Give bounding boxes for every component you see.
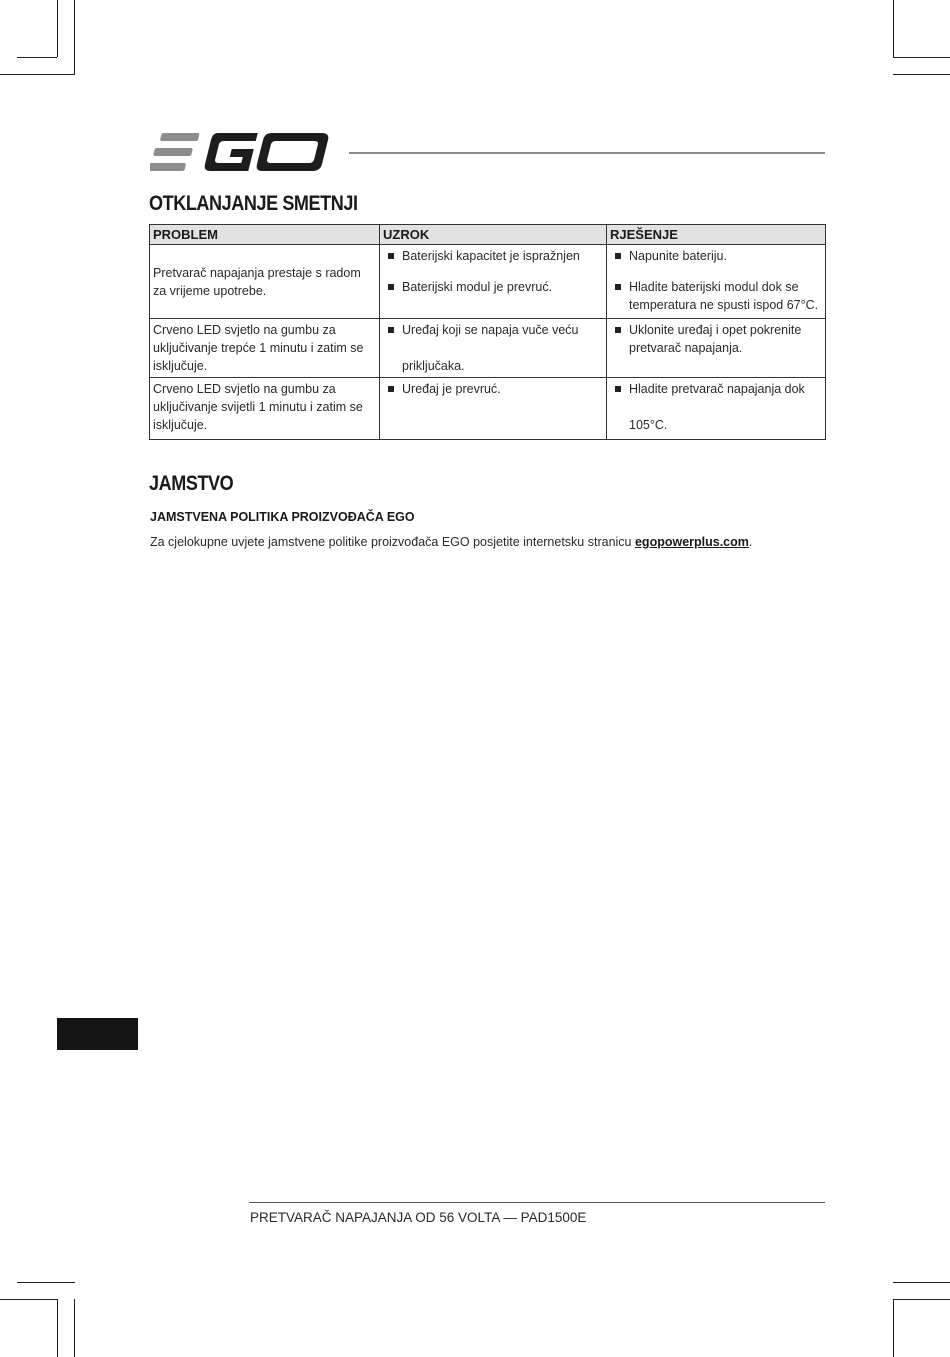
footer-title: PRETVARAČ NAPAJANJA OD 56 VOLTA — PAD1500E [250, 1210, 587, 1225]
warranty-subtitle: JAMSTVENA POLITIKA PROIZVOĐAČA EGO [150, 510, 415, 524]
table-row [150, 319, 826, 378]
crop-mark [0, 74, 75, 75]
crop-mark [893, 1299, 894, 1357]
solution-item: Napunite bateriju. [610, 247, 822, 265]
cause-item-continuation: priključaka. [402, 359, 465, 373]
table-row [150, 378, 826, 440]
solution-item-continuation: 105°C. [629, 418, 668, 432]
header-rule [349, 152, 825, 154]
crop-mark [17, 57, 57, 58]
warranty-link[interactable]: egopowerplus.com [634, 535, 749, 549]
problem-cell: Crveno LED svjetlo na gumbu za uključivanje trepće 1 minutu i zatim se isključuje. [150, 319, 380, 378]
cause-cell [380, 378, 607, 440]
crop-mark [893, 1282, 950, 1283]
crop-mark [893, 57, 950, 58]
crop-mark [17, 1282, 75, 1283]
solution-item: Hladite pretvarač napajanja dok [610, 380, 822, 398]
crop-mark [893, 0, 894, 57]
ego-logo [150, 132, 332, 172]
troubleshooting-title: OTKLANJANJE SMETNJI [149, 192, 358, 215]
column-header-solution: RJEŠENJE [607, 225, 826, 245]
table-row [150, 245, 826, 319]
solution-item: Uklonite uređaj i opet pokrenite pretvarač napajanja. [610, 321, 822, 357]
crop-mark [893, 1299, 950, 1300]
crop-mark [74, 0, 75, 75]
crop-mark [57, 0, 58, 57]
solution-cell [607, 245, 826, 319]
footer-rule [249, 1202, 825, 1203]
problem-cell: Crveno LED svjetlo na gumbu za uključivanje svijetli 1 minutu i zatim se isključuje. [150, 378, 380, 440]
column-header-problem: PROBLEM [150, 225, 380, 245]
cause-cell [380, 245, 607, 319]
solution-cell [607, 378, 826, 440]
column-header-cause: UZROK [380, 225, 607, 245]
solution-cell [607, 319, 826, 378]
cause-item: Baterijski modul je prevruć. [383, 278, 603, 296]
problem-cell: Pretvarač napajanja prestaje s radom za vrijeme upotrebe. [150, 245, 380, 319]
warranty-text: Za cjelokupne uvjete jamstvene politike proizvođača EGO posjetite internetsku stranicu [150, 535, 635, 549]
warranty-title: JAMSTVO [149, 472, 234, 495]
warranty-paragraph [150, 535, 752, 549]
crop-mark [74, 1299, 75, 1357]
cause-item: Uređaj je prevruć. [383, 380, 603, 398]
language-tab-marker [57, 1018, 138, 1050]
crop-mark [893, 74, 950, 75]
table-header-row [150, 225, 826, 245]
cause-item: Baterijski kapacitet je ispražnjen [383, 247, 603, 265]
crop-mark [57, 1299, 58, 1357]
solution-item: Hladite baterijski modul dok se temperatura ne spusti ispod 67°C. [610, 278, 822, 314]
cause-cell [380, 319, 607, 378]
troubleshooting-table [149, 224, 826, 440]
cause-item: Uređaj koji se napaja vuče veću [383, 321, 603, 339]
crop-mark [0, 1299, 57, 1300]
warranty-text-end: . [748, 535, 753, 549]
